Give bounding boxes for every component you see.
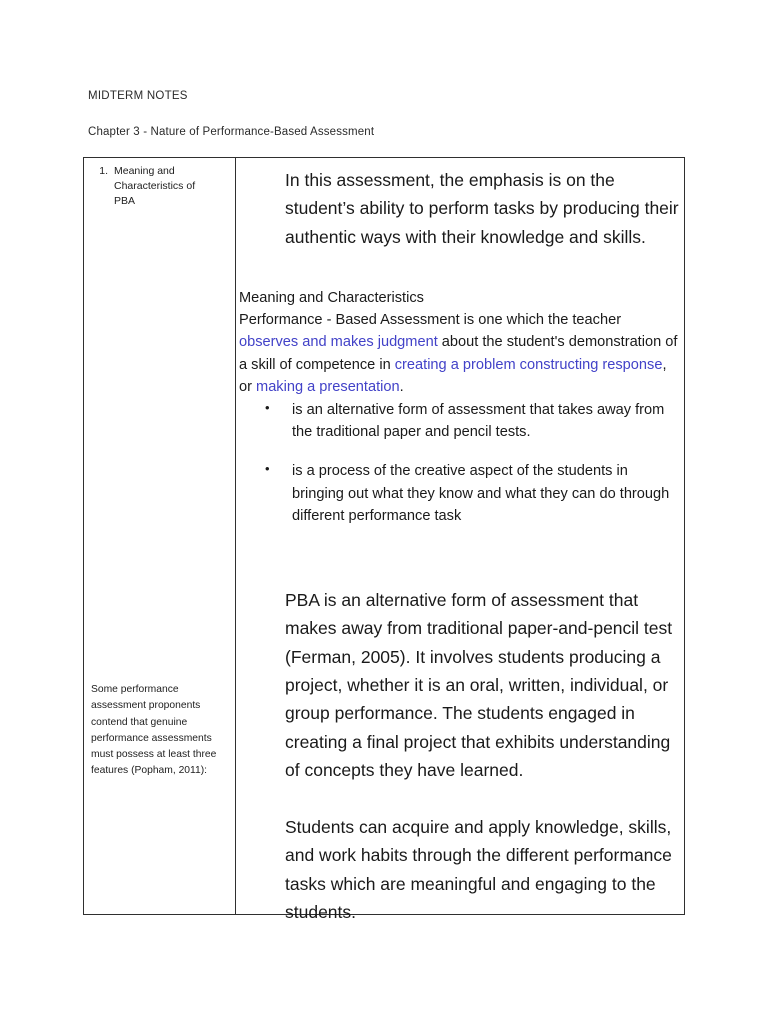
- list-item: [239, 460, 679, 527]
- topic-label: Meaning and Characteristics of PBA: [114, 165, 196, 208]
- topic-number: 1.: [99, 165, 108, 177]
- bullet-text: is an alternative form of assessment that takes away from the traditional paper and pencil tests.: [292, 402, 665, 441]
- list-item: [239, 399, 679, 443]
- pba-paragraph: PBA is an alternative form of assessment that makes away from traditional paper-and-pencil test (Ferman, 2005). It involves students producing a project, whether it is an oral, written, individual, or group performance. The students engaged in creating a final project that exhibits understanding of concepts they have learned.: [285, 590, 673, 781]
- definition-block: [239, 287, 679, 398]
- definition-text-part-3: , or: [239, 356, 667, 395]
- table-column-content: [236, 158, 684, 923]
- page-title: MIDTERM NOTES: [88, 90, 188, 102]
- definition-highlight-1: observes and makes judgment: [239, 334, 438, 351]
- definition-text-part-1: Performance - Based Assessment is one which the teacher: [239, 312, 622, 329]
- students-paragraph: Students can acquire and apply knowledge, skills, and work habits through the different performance tasks which are meaningful and engaging to the students.: [285, 817, 672, 923]
- intro-paragraph: In this assessment, the emphasis is on the student’s ability to perform tasks by producing their authentic ways with their knowledge and skills.: [285, 170, 679, 247]
- definition-text-part-4: .: [399, 378, 404, 395]
- chapter-subtitle: Chapter 3 - Nature of Performance-Based Assessment: [88, 125, 375, 138]
- table-column-topics: [84, 158, 236, 914]
- bullet-text: is a process of the creative aspect of the students in bringing out what they know and what they can do through different performance task: [292, 463, 670, 524]
- definition-text-part-2: about the student's demonstration of a skill of competence in: [239, 334, 678, 373]
- side-note-text: Some performance assessment proponents contend that genuine performance assessments must possess at least three features (Popham, 2011):: [91, 684, 217, 777]
- topic-list-item: [84, 164, 236, 210]
- notes-table: [83, 157, 685, 923]
- document-header: [88, 90, 668, 140]
- section-heading: Meaning and Characteristics: [239, 290, 424, 306]
- definition-highlight-2: creating a problem constructing response: [394, 356, 663, 373]
- characteristics-bullet-list: [239, 399, 679, 544]
- definition-highlight-3: making a presentation: [256, 378, 400, 395]
